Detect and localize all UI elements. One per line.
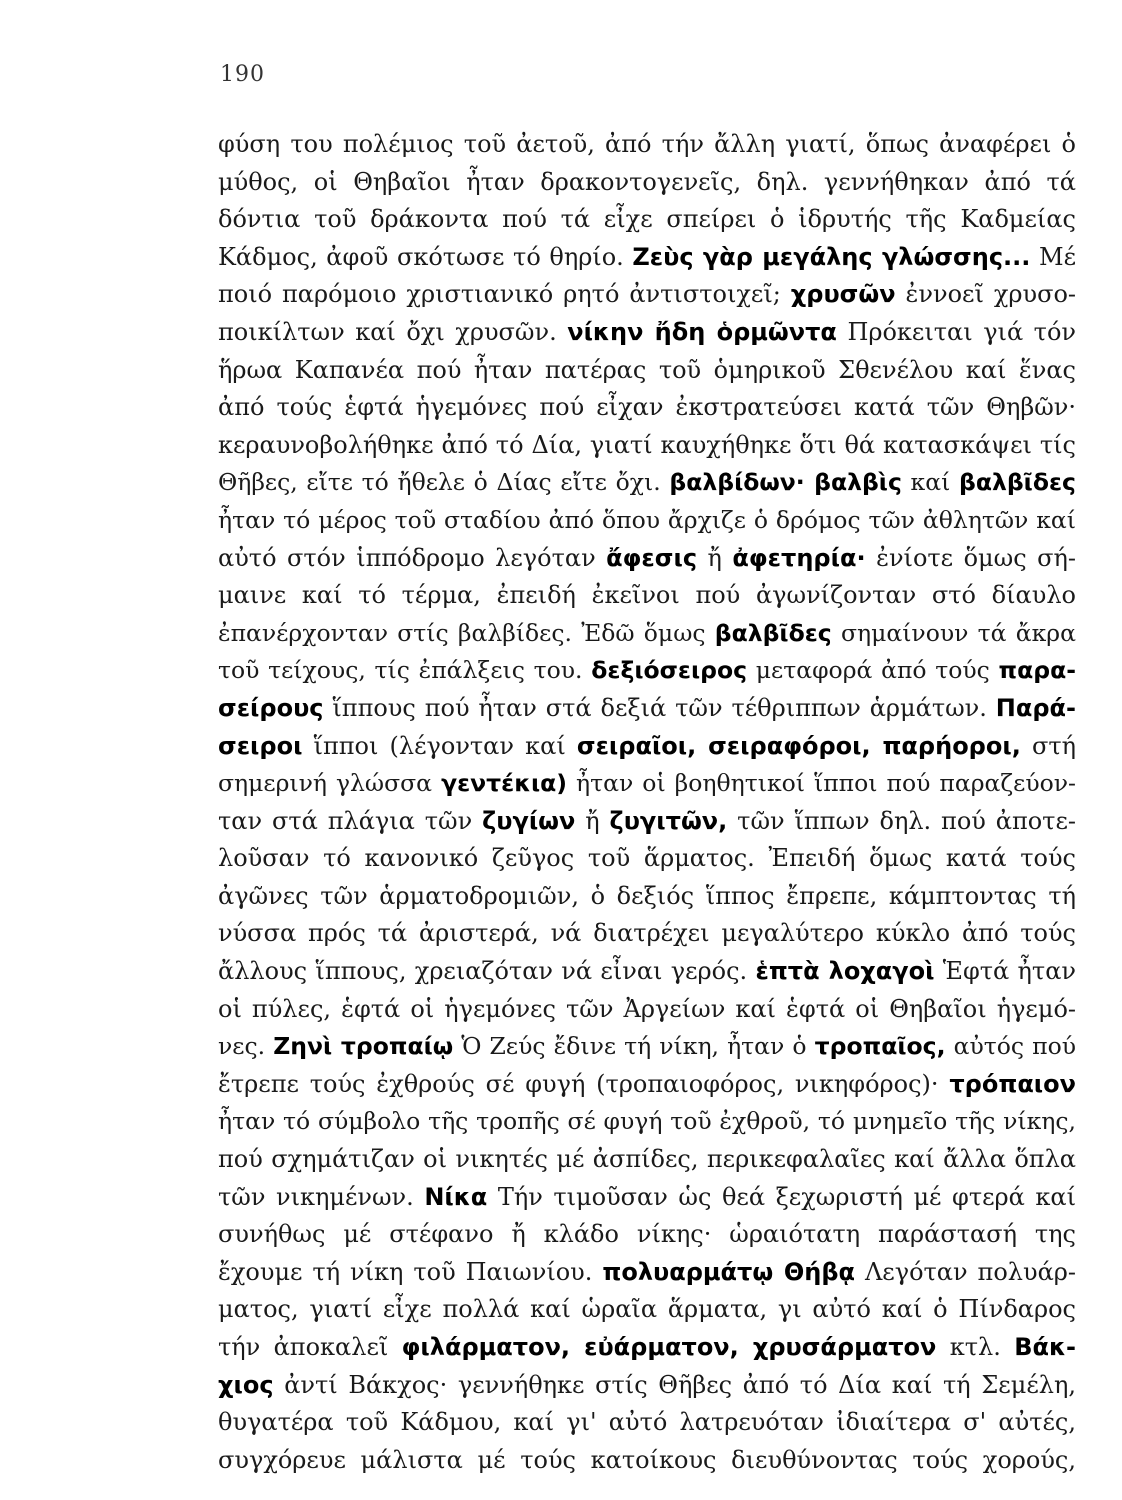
text-line: [218, 803, 1076, 841]
text-segment: Λεγόταν πολυάρ-: [855, 1257, 1076, 1286]
bold-term: βαλβῖδες: [959, 468, 1076, 497]
text-line: [218, 502, 1076, 540]
bold-term: Ζηνὶ τροπαίῳ: [273, 1032, 454, 1061]
text-segment: νες.: [218, 1032, 274, 1061]
bold-term: δεξιόσειρος: [591, 656, 748, 685]
text-line: [218, 389, 1076, 427]
text-segment: ἵππους πού ἦταν στά δεξιά τῶν τέθριππων ἁρμάτων.: [323, 693, 996, 722]
text-segment: αὐτό στόν ἱππόδρομο λεγόταν: [218, 543, 607, 572]
text-segment: Κάδμος, ἀφοῦ σκότωσε τό θηρίο.: [218, 242, 633, 271]
text-line: [218, 126, 1076, 164]
bold-term: σείρους: [218, 693, 324, 722]
text-segment: καί: [901, 468, 960, 497]
text-segment: ἵπποι (λέγονταν καί: [302, 731, 577, 760]
text-segment: κτλ.: [936, 1333, 1015, 1361]
text-line: [218, 1291, 1076, 1329]
text-line: [218, 1367, 1076, 1405]
bold-term: χρυσῶν: [790, 280, 896, 309]
text-line: [218, 615, 1076, 653]
text-segment: ποικίλτων καί ὄχι χρυσῶν.: [218, 317, 568, 346]
text-segment: ἦταν οἱ βοηθητικοί ἵπποι πού παραζεύον-: [567, 769, 1076, 798]
text-line: [218, 540, 1076, 578]
text-line: [218, 1141, 1076, 1179]
text-segment: δόντια τοῦ δράκοντα πού τά εἶχε σπείρει ὁ ἱδρυτής τῆς Καδμείας: [218, 205, 1076, 234]
text-line: [218, 427, 1076, 465]
bold-term: χιος: [218, 1370, 274, 1399]
text-segment: ἤ: [697, 543, 733, 572]
bold-term: τρόπαιον: [949, 1069, 1076, 1098]
text-line: [218, 1442, 1076, 1480]
bold-term: ἑπτὰ λοχαγοὶ: [755, 957, 935, 986]
text-line: [218, 765, 1076, 803]
text-segment: αὐτός πού: [945, 1032, 1076, 1061]
text-line: [218, 991, 1076, 1029]
text-line: [218, 840, 1076, 878]
bold-term: Βάκ-: [1014, 1333, 1076, 1361]
text-line: [218, 915, 1076, 953]
text-line: [218, 690, 1076, 728]
bold-term: παρα-: [998, 656, 1076, 685]
text-segment: ταν στά πλάγια τῶν: [218, 806, 483, 835]
text-segment: σημερινή γλώσσα: [218, 769, 442, 798]
text-line: [218, 1216, 1076, 1254]
bold-term: φιλάρματον, εὐάρματον, χρυσάρματον: [401, 1333, 937, 1361]
text-segment: ἀντί Βάκχος· γεννήθηκε στίς Θῆβες ἀπό τό Δία καί τή Σεμέλη,: [273, 1370, 1076, 1399]
text-segment: Τήν τιμοῦσαν ὡς θεά ξεχωριστή μέ φτερά καί: [487, 1182, 1076, 1211]
text-segment: στή: [1020, 731, 1076, 760]
bold-term: σειραῖοι, σειραφόροι, παρήοροι,: [576, 731, 1021, 760]
text-line: [218, 1066, 1076, 1104]
page-number: 190: [220, 62, 265, 87]
text-line: [218, 464, 1076, 502]
bold-term: νίκην ἤδη ὁρμῶντα: [567, 317, 837, 346]
bold-term: Ζεὺς γὰρ μεγάλης γλώσσης...: [632, 242, 1031, 271]
text-line: [218, 1404, 1076, 1442]
bold-term: ζυγιτῶν,: [609, 806, 728, 835]
bold-term: ἄφεσις: [606, 543, 698, 572]
text-segment: ἐνίοτε ὅμως σή-: [865, 543, 1076, 572]
text-segment: ματος, γιατί εἶχε πολλά καί ὡραῖα ἅρματα, γι αὐτό καί ὁ Πίνδαρος: [218, 1295, 1076, 1324]
text-segment: ἀγῶνες τῶν ἁρματοδρομιῶν, ὁ δεξιός ἵππος ἔπρεπε, κάμπτοντας τή: [218, 881, 1076, 910]
text-segment: ἦταν τό σύμβολο τῆς τροπῆς σέ φυγή τοῦ ἐχθροῦ, τό μνημεῖο τῆς νίκης,: [218, 1107, 1076, 1136]
text-segment: Θῆβες, εἴτε τό ἤθελε ὁ Δίας εἴτε ὄχι.: [218, 468, 670, 497]
text-line: [218, 1329, 1076, 1367]
text-line: [218, 164, 1076, 202]
text-segment: ἤ: [575, 806, 610, 835]
bold-term: πολυαρμάτῳ Θήβᾳ: [602, 1257, 856, 1286]
text-segment: ἀπό τούς ἑφτά ἡγεμόνες πού εἶχαν ἐκστρατεύσει κατά τῶν Θηβῶν·: [218, 393, 1076, 422]
text-segment: ἐπανέρχονταν στίς βαλβίδες. Ἐδῶ ὅμως: [218, 618, 715, 647]
text-line: [218, 728, 1076, 766]
text-segment: νύσσα πρός τά ἀριστερά, νά διατρέχει μεγαλύτερο κύκλο ἀπό τούς: [218, 919, 1076, 948]
text-segment: ἔχουμε τή νίκη τοῦ Παιωνίου.: [218, 1257, 603, 1286]
text-segment: ἔτρεπε τούς ἐχθρούς σέ φυγή (τροπαιοφόρος, νικηφόρος)·: [218, 1069, 950, 1098]
text-segment: ἐννοεῖ χρυσο-: [895, 280, 1076, 309]
text-segment: λοῦσαν τό κανονικό ζεῦγος τοῦ ἅρματος. Ἐπειδή ὅμως κατά τούς: [218, 844, 1076, 873]
text-line: [218, 878, 1076, 916]
bold-term: βαλβίδων· βαλβὶς: [669, 468, 902, 497]
bold-term: Νίκα: [424, 1182, 488, 1211]
text-segment: πού σχημάτιζαν οἱ νικητές μέ ἀσπίδες, περικεφαλαῖες καί ἄλλα ὅπλα: [218, 1145, 1076, 1174]
bold-term: ἀφετηρία·: [732, 543, 866, 572]
bold-term: ζυγίων: [482, 806, 576, 835]
text-segment: σημαίνουν τά ἄκρα: [831, 618, 1076, 647]
text-segment: φύση του πολέμιος τοῦ ἀετοῦ, ἀπό τήν ἄλλη γιατί, ὅπως ἀναφέρει ὁ: [218, 130, 1076, 158]
text-segment: μεταφορά ἀπό τούς: [747, 656, 999, 685]
text-line: [218, 1254, 1076, 1292]
text-line: [218, 352, 1076, 390]
text-line: [218, 201, 1076, 239]
text-segment: μύθος, οἱ Θηβαῖοι ἦταν δρακοντογενεῖς, δηλ. γεννήθηκαν ἀπό τά: [218, 167, 1076, 196]
text-segment: Μέ: [1030, 242, 1076, 271]
text-line: [218, 577, 1076, 615]
text-line: [218, 314, 1076, 352]
bold-term: γεντέκια): [441, 769, 567, 798]
text-line: [218, 1028, 1076, 1066]
text-segment: συγχόρευε μάλιστα μέ τούς κατοίκους διευθύνοντας τούς χορούς,: [218, 1445, 1076, 1474]
bold-term: Παρά-: [995, 693, 1076, 722]
text-segment: οἱ πύλες, ἑφτά οἱ ἡγεμόνες τῶν Ἀργείων καί ἑφτά οἱ Θηβαῖοι ἡγεμό-: [218, 994, 1076, 1023]
text-segment: τῶν ἵππων δηλ. πού ἀποτε-: [727, 806, 1076, 835]
text-segment: τῶν νικημένων.: [218, 1182, 425, 1211]
text-segment: τοῦ τείχους, τίς ἐπάλξεις του.: [218, 656, 592, 685]
text-line: [218, 953, 1076, 991]
text-line: [218, 1179, 1076, 1217]
text-segment: Ἑφτά ἦταν: [934, 957, 1076, 986]
bold-term: βαλβῖδες: [714, 618, 832, 647]
bold-term: τροπαῖος,: [814, 1032, 946, 1061]
bold-term: σειροι: [218, 731, 303, 760]
text-segment: ἥρωα Καπανέα πού ἦταν πατέρας τοῦ ὁμηρικοῦ Σθενέλου καί ἕνας: [218, 355, 1076, 384]
text-segment: συνήθως μέ στέφανο ἤ κλάδο νίκης· ὡραιότατη παράστασή της: [218, 1220, 1076, 1249]
text-line: [218, 652, 1076, 690]
text-line: [218, 276, 1076, 314]
text-segment: Ὁ Ζεύς ἔδινε τή νίκη, ἦταν ὁ: [453, 1032, 815, 1061]
text-line: [218, 239, 1076, 277]
text-line: [218, 1103, 1076, 1141]
text-segment: ἄλλους ἵππους, χρειαζόταν νά εἶναι γερός.: [218, 957, 756, 986]
text-segment: κεραυνοβολήθηκε ἀπό τό Δία, γιατί καυχήθηκε ὅτι θά κατασκάψει τίς: [218, 430, 1076, 459]
text-segment: Πρόκειται γιά τόν: [836, 317, 1076, 346]
text-segment: μαινε καί τό τέρμα, ἐπειδή ἐκεῖνοι πού ἀγωνίζονταν στό δίαυλο: [218, 581, 1076, 610]
commentary-body-text: [218, 126, 1076, 1479]
text-segment: τήν ἀποκαλεῖ: [218, 1333, 402, 1361]
text-segment: ποιό παρόμοιο χριστιανικό ρητό ἀντιστοιχεῖ;: [218, 280, 791, 309]
text-segment: θυγατέρα τοῦ Κάδμου, καί γι' αὐτό λατρευόταν ἰδιαίτερα σ' αὐτές,: [218, 1408, 1076, 1437]
text-segment: ἦταν τό μέρος τοῦ σταδίου ἀπό ὅπου ἄρχιζε ὁ δρόμος τῶν ἀθλητῶν καί: [218, 505, 1076, 534]
